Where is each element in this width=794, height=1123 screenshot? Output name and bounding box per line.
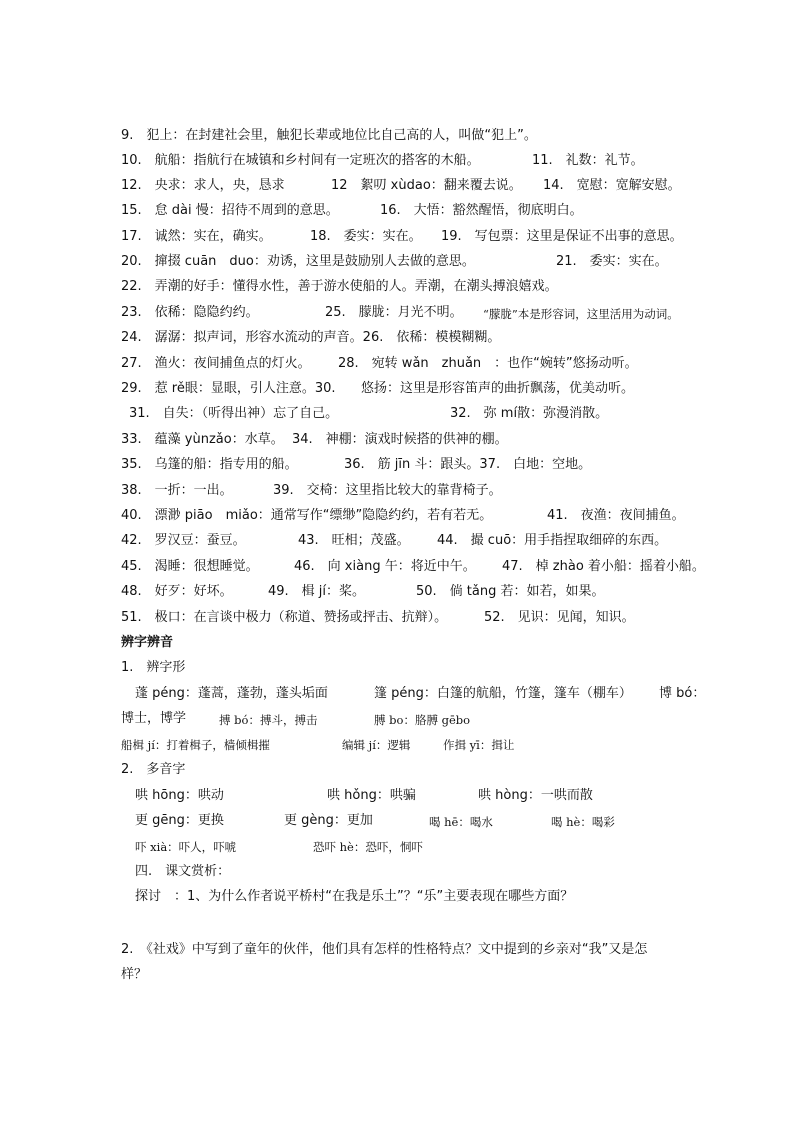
item-text: 哄 hòng：一哄而散	[478, 788, 593, 803]
note-text: 9. 犯上：在封建社会里，触犯长辈或地位比自己高的人，叫做“犯上”。	[121, 128, 537, 143]
note-line-38	[121, 482, 502, 500]
part2-line-2	[135, 812, 615, 830]
part2-line-1	[135, 787, 593, 805]
note-text: 49. 楫 jí：桨。	[268, 584, 366, 599]
note-line-42	[121, 532, 668, 550]
note-text: 48. 好歹：好坏。	[121, 584, 233, 599]
note-text: 39. 交椅：这里指比较大的靠背椅子。	[273, 483, 502, 498]
note-text: 45. 渴睡：很想睡觉。	[121, 559, 259, 574]
note-text: 12 絮叨 xùdao：翻来覆去说。	[331, 178, 522, 193]
item-text: 蓬 péng：蓬蒿，蓬勃，蓬头垢面	[135, 686, 328, 701]
note-line-29	[121, 380, 635, 398]
note-text: 11. 礼数：礼节。	[532, 153, 644, 168]
note-text: 20. 撺掇 cuān duo：劝诱，这里是鼓励别人去做的意思。	[121, 254, 475, 269]
note-line-15	[121, 202, 583, 220]
note-text: 14. 宽慰：宽解安慰。	[543, 178, 681, 193]
item-text: 喝 hē：喝水	[429, 815, 493, 829]
item-text: 更 gēng：更换	[135, 813, 224, 828]
item-text: 作揖 yī：揖让	[443, 738, 515, 752]
note-line-45	[121, 558, 705, 576]
note-text: 44. 撮 cuō：用手指捏取细碎的东西。	[437, 533, 668, 548]
note-line-48	[121, 583, 605, 601]
note-text: 27. 渔火：夜间捕鱼点的灯火。	[121, 356, 311, 371]
note-text: 28. 宛转 wǎn zhuǎn ：也作“婉转”悠扬动听。	[338, 356, 638, 371]
part1-line-1	[135, 685, 706, 703]
note-line-35	[121, 456, 592, 474]
item-text: 哄 hǒng：哄骗	[327, 788, 416, 803]
note-text: 23. 依稀：隐隐约约。	[121, 305, 259, 320]
note-text: 43. 旺相；茂盛。	[298, 533, 410, 548]
note-line-17	[121, 228, 683, 246]
item-text: 吓 xià：吓人，吓唬	[135, 840, 237, 854]
note-text: 38. 一折：一出。	[121, 483, 233, 498]
item-text: 更 gèng：更加	[284, 813, 373, 828]
question-2-line-1: 2. 《社戏》中写到了童年的伙伴，他们具有怎样的性格特点？文中提到的乡亲对“我”又是怎	[121, 942, 648, 957]
note-line-27	[121, 355, 638, 373]
item-text: 船楫 jí：打着楫子，樯倾楫摧	[121, 738, 270, 752]
note-line-24	[121, 329, 500, 347]
note-text: 10. 航船：指航行在城镇和乡村间有一定班次的搭客的木船。	[121, 153, 480, 168]
part1-line-3	[121, 736, 515, 754]
note-text: 22. 弄潮的好手：懂得水性，善于游水使船的人。弄潮，在潮头搏浪嬉戏。	[121, 279, 558, 294]
note-line-10	[121, 152, 644, 170]
note-text: 46. 向 xiàng 午：将近中午。	[294, 559, 476, 574]
note-text: 51. 极口：在言谈中极力（称道、赞扬或抨击、抗辩）。	[121, 610, 448, 625]
note-line-33	[121, 431, 508, 449]
part1-title: 1. 辨字形	[121, 660, 186, 675]
item-text: 哄 hōng：哄动	[135, 788, 224, 803]
item-text: 篷 péng：白篷的航船，竹篷，篷车（棚车）	[374, 686, 632, 701]
note-text: 16. 大悟：豁然醒悟，彻底明白。	[380, 203, 583, 218]
note-text: 29. 惹 rě	[121, 381, 185, 396]
note-line-9	[121, 127, 537, 145]
note-line-40	[121, 507, 685, 525]
question-2-line-2: 样？	[121, 967, 148, 982]
note-text: 17. 诚然：实在，确实。	[121, 229, 272, 244]
note-text: 眼：显眼，引人注意。30.	[184, 381, 336, 396]
question-1: 探讨 ：1、为什么作者说平桥村“在我是乐土”？“乐”主要表现在哪些方面？	[135, 889, 574, 904]
item-text: 喝 hè：喝彩	[551, 815, 615, 829]
note-text: 32. 弥 mí散：弥漫消散。	[450, 406, 609, 421]
note-line-12	[121, 177, 681, 195]
note-text: 悠扬：这里是形容笛声的曲折飘荡，优美动听。	[361, 381, 635, 396]
item-text: 博士，博学	[121, 711, 187, 726]
note-text: 31. 自失：（听得出神）忘了自己。	[129, 406, 339, 421]
note-line-23	[121, 304, 679, 322]
note-line-31	[129, 405, 609, 423]
note-text: 33. 蕴藻 yùnzǎo：水草。	[121, 432, 284, 447]
note-text: 15. 怠 dài 慢：招待不周到的意思。	[121, 203, 339, 218]
section-heading: 辨字辨音	[121, 635, 174, 650]
part2-title: 2. 多音字	[121, 762, 186, 777]
part1-line-2	[121, 710, 471, 728]
note-text: 21. 委实：实在。	[556, 254, 668, 269]
note-text: 52. 见识：见闻，知识。	[484, 610, 635, 625]
note-text: 42. 罗汉豆：蚕豆。	[121, 533, 246, 548]
note-line-20	[121, 253, 668, 271]
note-text: 50. 倘 tǎng 若：如若，如果。	[416, 584, 605, 599]
part4-title: 四. 课文赏析：	[135, 864, 231, 879]
item-text: 膊 bo：胳膊 gēbo	[374, 713, 471, 727]
note-text: 36. 筋 jīn 斗：跟头。37. 白地：空地。	[344, 457, 592, 472]
note-line-51	[121, 609, 635, 627]
item-text: 编辑 jí：逻辑	[342, 738, 411, 752]
note-text: 18. 委实：实在。	[310, 229, 422, 244]
note-text: “朦胧”本是形容词，这里活用为动词。	[483, 307, 679, 321]
note-text: 19. 写包票：这里是保证不出事的意思。	[441, 229, 683, 244]
note-text: 41. 夜渔：夜间捕鱼。	[547, 508, 685, 523]
note-text: 47. 棹 zhào 着小船：摇着小船。	[502, 559, 705, 574]
item-text: 恐吓 hè：恐吓，恫吓	[313, 840, 423, 854]
note-text: 35. 乌篷的船：指专用的船。	[121, 457, 298, 472]
note-text: 40. 漂渺 piāo miǎo：通常写作“缥缈”隐隐约约，若有若无。	[121, 508, 493, 523]
note-line-22	[121, 278, 558, 296]
note-text: 24. 潺潺：拟声词，形容水流动的声音。26. 依稀：模模糊糊。	[121, 330, 501, 345]
note-text: 34. 神棚：演戏时候搭的供神的棚。	[292, 432, 508, 447]
item-text: 博 bó：	[659, 686, 706, 701]
note-text: 25. 朦胧：月光不明。	[325, 305, 463, 320]
part2-line-3	[135, 838, 423, 856]
item-text: 搏 bó：搏斗，搏击	[219, 713, 318, 727]
note-text: 12. 央求：求人，央，恳求	[121, 178, 285, 193]
